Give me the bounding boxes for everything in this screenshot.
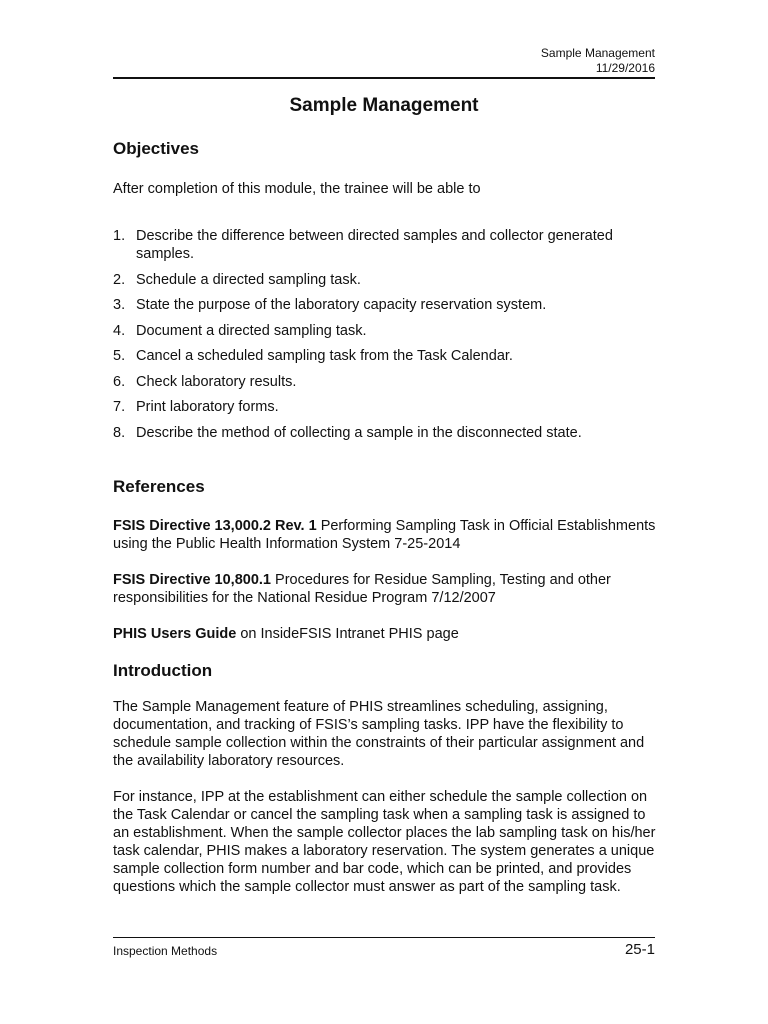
list-item-number: 1. xyxy=(113,228,126,244)
footer-text: Inspection Methods xyxy=(113,944,218,958)
reference-title: FSIS Directive 10,800.1 xyxy=(113,572,271,588)
reference-text: Procedures for Residue Sampling, Testing and other responsibilities for the National Residue Program 7/12/2007 xyxy=(113,572,611,606)
reference-item xyxy=(113,625,658,643)
list-item-number: 2. xyxy=(113,271,126,288)
list-item xyxy=(113,322,658,340)
running-header-title: Sample Management xyxy=(540,46,655,60)
reference-text: on InsideFSIS Intranet PHIS page xyxy=(236,626,459,642)
list-item xyxy=(113,296,658,314)
running-header-date: 11/29/2016 xyxy=(595,61,655,75)
list-item-number: 6. xyxy=(113,373,126,390)
reference-item xyxy=(113,517,658,553)
list-item-text: Document a directed sampling task. xyxy=(136,322,367,339)
list-item xyxy=(113,424,658,442)
footer-rule xyxy=(113,937,655,938)
reference-text: Performing Sampling Task in Official Establishments using the Public Health Information System 7-25-2014 xyxy=(113,518,656,552)
list-item-number: 3. xyxy=(113,297,126,313)
list-item-number: 4. xyxy=(113,322,126,339)
objectives-list xyxy=(113,227,658,442)
list-item-text: Schedule a directed sampling task. xyxy=(136,271,361,288)
list-item xyxy=(113,347,658,365)
running-header xyxy=(541,46,655,76)
list-item-text: Print laboratory forms. xyxy=(136,399,279,415)
introduction-paragraph: The Sample Management feature of PHIS streamlines scheduling, assigning, documentation, and tracking of FSIS’s sampling tasks. IPP have the flexibility to schedule sample collection within the constraints of their particular assignment and the availability laboratory resources. xyxy=(113,699,645,769)
reference-title: PHIS Users Guide xyxy=(113,626,237,642)
list-item-text: Cancel a scheduled sampling task from the Task Calendar. xyxy=(136,348,513,364)
list-item-text: Describe the method of collecting a sample in the disconnected state. xyxy=(136,424,582,441)
list-item xyxy=(113,373,658,391)
objectives-heading: Objectives xyxy=(113,139,199,158)
header-rule xyxy=(113,77,655,79)
introduction-paragraph: For instance, IPP at the establishment can either schedule the sample collection on the Task Calendar or cancel the sampling task when a sampling task is assigned to an establishment. When the sample collector places the lab sampling task on his/her task calendar, PHIS makes a laboratory reservation. The system generates a unique sample collection form number and bar code, which can be printed, and provides questions which the sample collector must answer as part of the sampling task. xyxy=(113,789,656,895)
list-item-text: State the purpose of the laboratory capacity reservation system. xyxy=(136,297,547,313)
list-item xyxy=(113,398,658,416)
page-number: 25-1 xyxy=(624,941,655,958)
list-item-number: 8. xyxy=(113,424,126,441)
list-item-text: Describe the difference between directed samples and collector generated samples. xyxy=(136,228,613,262)
list-item-text: Check laboratory results. xyxy=(136,373,297,390)
list-item-number: 5. xyxy=(113,348,126,364)
list-item-number: 7. xyxy=(113,399,126,415)
objectives-intro: After completion of this module, the trainee will be able to xyxy=(113,181,481,197)
reference-item xyxy=(113,571,658,607)
list-item xyxy=(113,227,658,263)
references-heading: References xyxy=(113,477,205,496)
list-item xyxy=(113,271,658,289)
reference-title: FSIS Directive 13,000.2 Rev. 1 xyxy=(113,518,317,534)
introduction-heading: Introduction xyxy=(113,661,213,680)
document-title: Sample Management xyxy=(289,95,479,116)
